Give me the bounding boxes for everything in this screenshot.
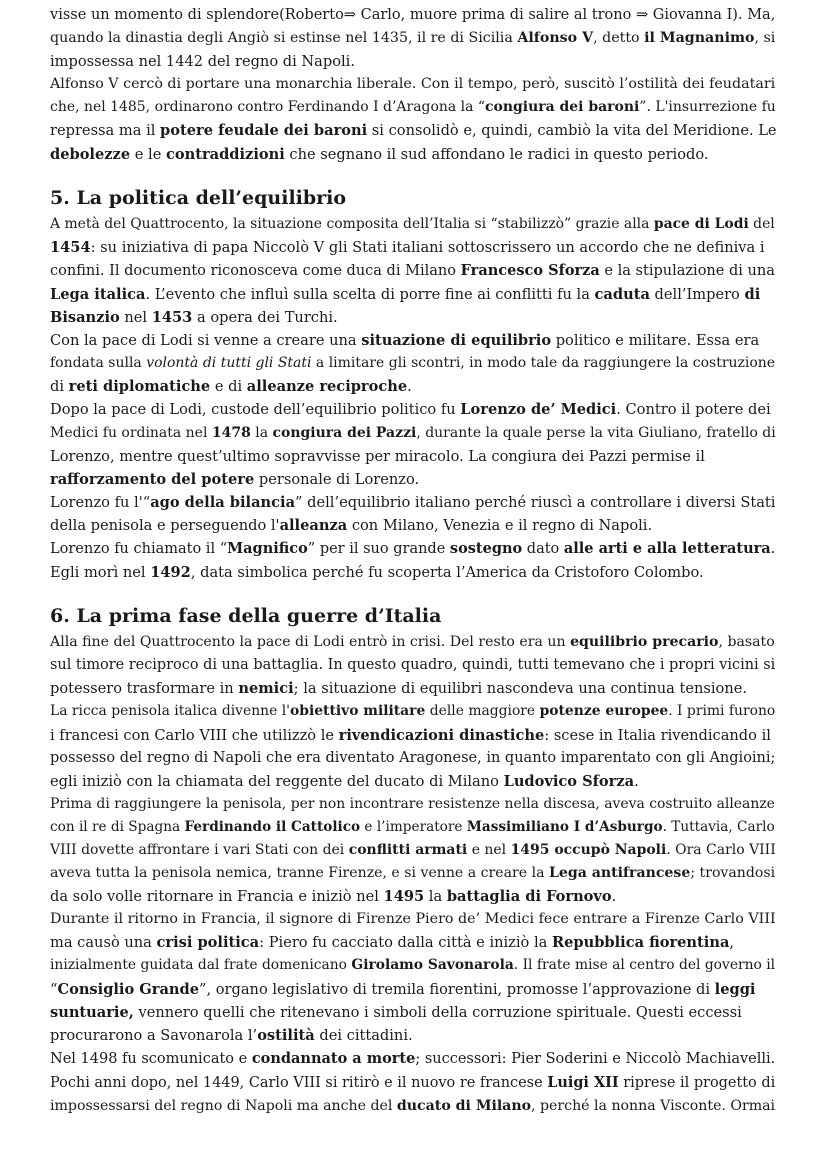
text-line: confini. Il documento riconosceva come duca di Milano Francesco Sforza e la stipulazione di una [50, 261, 775, 279]
section-heading-2: 6. La prima fase della guerre d’Italia [50, 605, 442, 628]
text-line: con il re di Spagna Ferdinando il Cattolico e l’imperatore Massimiliano I d’Asburgo. Tuttavia, Carlo [50, 818, 775, 835]
text-line: possesso del regno di Napoli che era diventato Aragonese, in quanto imparentato con gli Angioini; [50, 749, 776, 766]
text-line: “Consiglio Grande”, organo legislativo di tremila fiorentini, promosse l’approvazione di leggi [50, 980, 756, 998]
text-line: potessero trasformare in nemici; la situazione di equilibri nascondeva una continua tensione. [50, 680, 748, 698]
text-line: impossessarsi del regno di Napoli ma anche del ducato di Milano, perché la nonna Visconte. Ormai [50, 1098, 776, 1115]
text-line: suntuarie, vennero quelli che ritenevano i simboli della corruzione spirituale. Questi eccessi [50, 1003, 742, 1021]
text-line: Nel 1498 fu scomunicato e condannato a morte; successori: Pier Soderini e Niccolò Machiavelli. [50, 1049, 776, 1067]
text-line: di reti diplomatiche e di alleanze reciproche. [50, 378, 412, 396]
text-line: Durante il ritorno in Francia, il signore di Firenze Piero de’ Medici fece entrare a Firenze Carlo VIII [50, 911, 776, 928]
text-line: La ricca penisola italica divenne l'obiettivo militare delle maggiore potenze europee. I primi furono [50, 703, 776, 720]
text-line: da solo volle ritornare in Francia e iniziò nel 1495 la battaglia di Fornovo. [50, 888, 617, 906]
text-line: sul timore reciproco di una battaglia. In questo quadro, quindi, tutti temevano che i propri vicini si [50, 657, 776, 674]
text-line: della penisola e perseguendo l'alleanza con Milano, Venezia e il regno di Napoli. [50, 516, 653, 534]
text-line: egli iniziò con la chiamata del reggente del ducato di Milano Ludovico Sforza. [50, 772, 639, 790]
text-line: che, nel 1485, ordinarono contro Ferdinando I d’Aragona la “congiura dei baroni”. L'insurrezione fu [50, 99, 776, 116]
text-line: inizialmente guidata dal frate domenicano Girolamo Savonarola. Il frate mise al centro del governo il [50, 957, 776, 974]
text-line: Pochi anni dopo, nel 1449, Carlo VIII si ritirò e il nuovo re francese Luigi XII riprese il progetto di [50, 1073, 776, 1091]
text-line: Alla fine del Quattrocento la pace di Lodi entrò in crisi. Del resto era un equilibrio precario, basato [50, 634, 775, 651]
text-line: repressa ma il potere feudale dei baroni si consolidò e, quindi, cambiò la vita del Meridione. Le [50, 122, 777, 140]
text-line: i francesi con Carlo VIII che utilizzò le rivendicazioni dinastiche: scese in Italia rivendicando il [50, 726, 771, 744]
text-line: A metà del Quattrocento, la situazione composita dell’Italia si “stabilizzò” grazie alla pace di Lodi del [50, 215, 775, 232]
text-line: Lega italica. L’evento che influì sulla scelta di porre fine ai conflitti fu la caduta dell’Impero di [50, 285, 761, 303]
text-line: Bisanzio nel 1453 a opera dei Turchi. [50, 309, 338, 327]
text-line: impossessa nel 1442 del regno di Napoli. [50, 53, 355, 71]
text-line: aveva tutta la penisola nemica, tranne Firenze, e si venne a creare la Lega antifrancese; trovandosi [50, 865, 776, 882]
text-line: fondata sulla volontà di tutti gli Stati a limitare gli scontri, in modo tale da raggiungere la costruzione [50, 355, 776, 372]
text-line: Lorenzo fu chiamato il “Magnifico” per il suo grande sostegno dato alle arti e alla letteratura. [50, 539, 776, 557]
text-line: 1454: su iniziativa di papa Niccolò V gli Stati italiani sottoscrissero un accordo che ne definiva i [50, 238, 765, 256]
text-line: rafforzamento del potere personale di Lorenzo. [50, 470, 420, 488]
text-line: Con la pace di Lodi si venne a creare una situazione di equilibrio politico e militare. Essa era [50, 332, 760, 350]
section-heading-1: 5. La politica dell’equilibrio [50, 186, 347, 209]
text-line: Prima di raggiungere la penisola, per non incontrare resistenze nella discesa, aveva costruito alleanze [50, 795, 775, 812]
text-line: debolezze e le contraddizioni che segnano il sud affondano le radici in questo periodo. [50, 145, 709, 163]
text-line: procurarono a Savonarola l’ostilità dei cittadini. [50, 1026, 413, 1044]
text-line: ma causò una crisi politica: Piero fu cacciato dalla città e iniziò la Repubblica fiorentina, [50, 934, 735, 952]
text-line: Alfonso V cercò di portare una monarchia liberale. Con il tempo, però, suscitò l’ostilità dei feudatari [50, 76, 776, 93]
text-line: quando la dinastia degli Angiò si estinse nel 1435, il re di Sicilia Alfonso V, detto il Magnanimo, si [50, 30, 776, 47]
text-line: Egli morì nel 1492, data simbolica perché fu scoperta l’America da Cristoforo Colombo. [50, 564, 704, 582]
text-line: Dopo la pace di Lodi, custode dell’equilibrio politico fu Lorenzo de’ Medici. Contro il potere dei [50, 401, 771, 419]
text-line: Lorenzo fu l'“ago della bilancia” dell’equilibrio italiano perché riuscì a controllare i diversi Stati [50, 493, 776, 511]
text-line: Medici fu ordinata nel 1478 la congiura dei Pazzi, durante la quale perse la vita Giuliano, fratello di [50, 424, 776, 441]
text-line: visse un momento di splendore(Roberto⇒ Carlo, muore prima di salire al trono ⇒ Giovanna I). Ma, [50, 7, 776, 23]
text-line: VIII dovette affrontare i vari Stati con dei conflitti armati e nel 1495 occupò Napoli. Ora Carlo VIII [50, 842, 776, 858]
text-line: Lorenzo, mentre quest’ultimo sopravvisse per miracolo. La congiura dei Pazzi permise il [50, 447, 705, 465]
